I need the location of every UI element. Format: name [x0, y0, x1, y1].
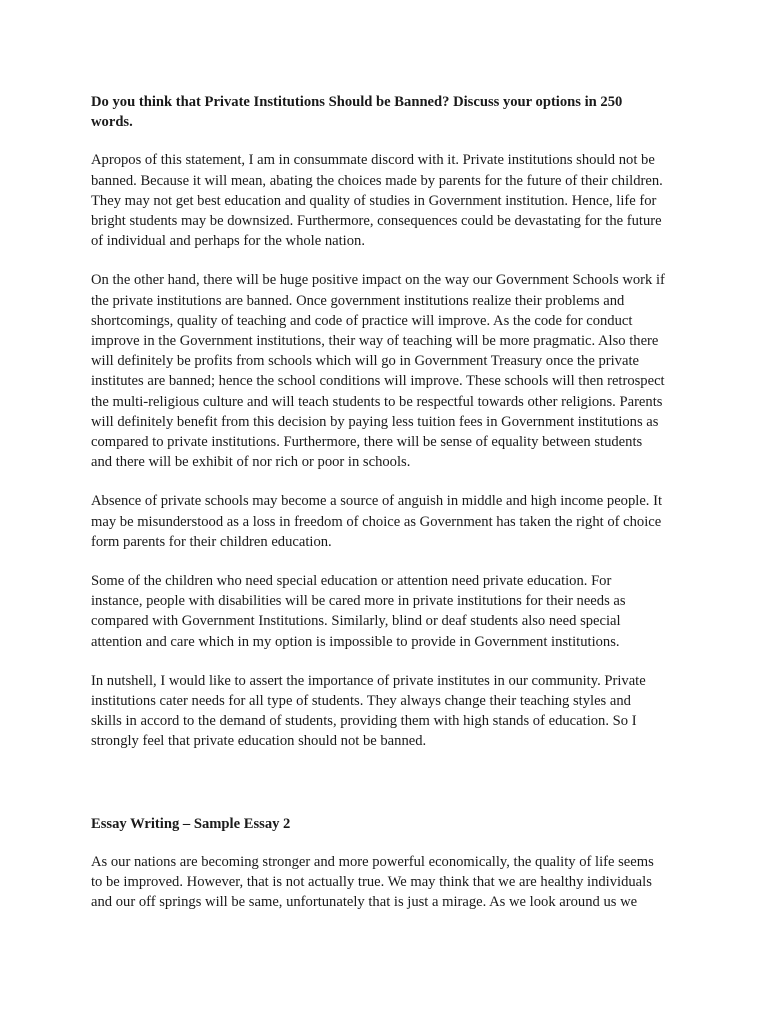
essay-1-paragraph-2: On the other hand, there will be huge positive impact on the way our Government Schools work if the private institutions are banned. Once government institutions realize their problems and shortcomings, quality of teaching and code of practice will improve. As the code for conduct improve in the Government institutions, their way of teaching will be more pragmatic. Also there will definitely be profits from schools which will go in Government Treasury once the private institutes are banned; hence the school conditions will improve. These schools will then retrospect the multi-religious culture and will teach students to be respectful towards other religions. Parents will definitely benefit from this decision by paying less tuition fees in Government institutions as compared to private institutions. Furthermore, there will be sense of equality between students and there will be exhibit of nor rich or poor in schools. [91, 272, 665, 471]
essay-1-title: Do you think that Private Institutions Should be Banned? Discuss your options in 250 words. [91, 94, 623, 131]
essay-1-paragraph-1: Apropos of this statement, I am in consummate discord with it. Private institutions should not be banned. Because it will mean, abating the choices made by parents for the future of their children. They may not get best education and quality of studies in Government institution. Hence, life for bright students may be downsized. Furthermore, consequences could be devastating for the future of individual and perhaps for the whole nation. [91, 152, 663, 250]
section-spacer [91, 771, 665, 814]
essay-1-paragraph-5: In nutshell, I would like to assert the importance of private institutes in our community. Private institutions cater needs for all type of students. They always change their teaching styles and skills in accord to the demand of students, providing them with high stands of education. So I strongly feel that private education should not be banned. [91, 672, 646, 750]
essay-1-paragraph-3: Absence of private schools may become a source of anguish in middle and high income people. It may be misunderstood as a loss in freedom of choice as Government has taken the right of choice form parents for their children education. [91, 493, 663, 550]
essay-2-paragraph-1: As our nations are becoming stronger and more powerful economically, the quality of life seems to be improved. However, that is not actually true. We may think that we are healthy individuals and our off springs will be same, unfortunately that is just a mirage. As we look around us we [91, 853, 654, 911]
essay-1-paragraph-4: Some of the children who need special education or attention need private education. For instance, people with disabilities will be cared more in private institutions for their needs as compared with Government Institutions. Similarly, blind or deaf students also need special attention and care which in my option is impossible to provide in Government institutions. [91, 573, 626, 650]
essay-2-title: Essay Writing – Sample Essay 2 [91, 815, 291, 832]
document-content [91, 92, 665, 932]
